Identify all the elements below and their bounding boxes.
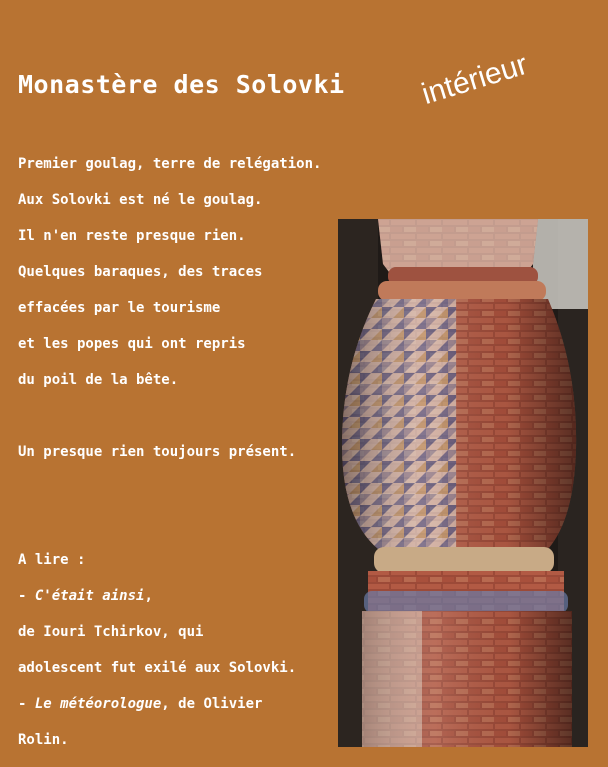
book-entry [18,587,153,605]
book-title: C'était ainsi [34,588,145,604]
author: , de Olivier [161,696,263,712]
punctuation: , [144,588,153,604]
text-line: Il n'en reste presque rien. [18,228,246,244]
text-line: Quelques baraques, des traces [18,264,263,280]
book-title: Le météorologue [34,696,162,712]
bullet: - [18,588,35,604]
column-illustration [338,219,588,747]
text-line: du poil de la bête. [18,372,179,388]
text-line: adolescent fut exilé aux Solovki. [18,660,297,676]
text-line: Un presque rien toujours présent. [18,444,297,460]
text-line: et les popes qui ont repris [18,336,246,352]
page-title: Monastère des Solovki [18,70,345,99]
book-entry [18,695,262,713]
reading-heading: A lire : [18,552,86,568]
column-photo [338,219,588,747]
bullet: - [18,696,35,712]
text-line: effacées par le tourisme [18,300,221,316]
text-line: de Iouri Tchirkov, qui [18,624,204,640]
interieur-stamp: intérieur [418,47,532,112]
text-line: Rolin. [18,732,69,748]
text-line: Aux Solovki est né le goulag. [18,192,263,208]
text-line: Premier goulag, terre de relégation. [18,156,322,172]
